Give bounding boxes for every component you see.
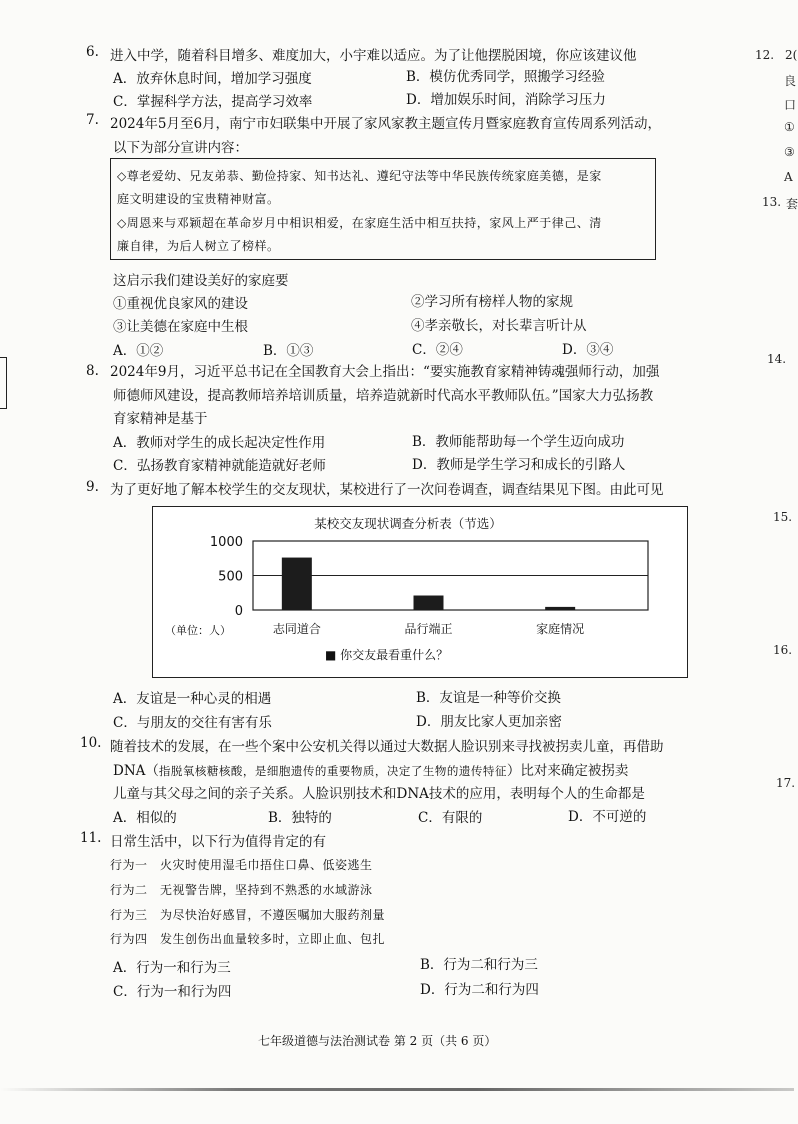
q11-behavior-2: 行为二 无视警告牌，坚持到不熟悉的水域游泳 <box>110 883 373 897</box>
q7-quote-box <box>110 158 656 260</box>
q7-statement-3: ③让美德在家庭中生根 <box>113 319 248 335</box>
q6-option-b: B．模仿优秀同学，照搬学习经验 <box>406 69 605 85</box>
q7-box-line3: ◇周恩来与邓颖超在革命岁月中相识相爱，在家庭生活中相互扶持，家风上严于律己、清 <box>117 216 602 230</box>
q6-option-a: A．放弃休息时间，增加学习强度 <box>113 71 312 87</box>
q7-option-a: A．①② <box>113 343 164 359</box>
q10-dna-suffix: ）比对来确定被拐卖 <box>506 763 629 779</box>
chart-title: 某校交友现状调查分析表（节选） <box>314 516 502 531</box>
q11-behavior-4: 行为四 发生创伤出血量较多时，立即止血、包扎 <box>110 932 386 946</box>
bar-1 <box>282 558 312 610</box>
q9-option-b: B．友谊是一种等价交换 <box>416 690 561 706</box>
right-fragment-a: 良 <box>784 74 797 88</box>
q10-dna-note: 指脱氧核糖核酸，是细胞遗传的重要物质，决定了生物的遗传特征 <box>158 764 507 778</box>
q7-option-d: D．③④ <box>562 342 614 358</box>
q8-option-d: D．教师是学生学习和成长的引路人 <box>412 457 626 473</box>
q7-statement-2: ②学习所有榜样人物的家规 <box>411 294 573 310</box>
q9-number: 9. <box>86 479 99 495</box>
q11-option-a: A．行为一和行为三 <box>113 960 231 976</box>
q7-prompt: 这启示我们建设美好的家庭要 <box>113 273 289 289</box>
q10-stem-line3: 儿童与其父母之间的亲子关系。人脸识别技术和DNA技术的应用，表明每个人的生命都是 <box>113 786 645 802</box>
q10-option-a: A．相似的 <box>113 810 177 826</box>
q7-statement-4: ④孝亲敬长，对长辈言听计从 <box>411 318 587 334</box>
right-fragment-b: 口 <box>784 98 797 112</box>
y-tick-label: 0 <box>234 604 243 619</box>
right-fragment-c: ① <box>784 120 795 134</box>
chart-unit-label: （单位：人） <box>165 624 231 637</box>
right-q12-number: 12. <box>755 48 775 62</box>
scan-edge-line <box>0 1088 794 1091</box>
y-tick-label: 1000 <box>209 535 243 550</box>
y-tick-label: 500 <box>218 569 243 585</box>
q11-behavior-3: 行为三 为尽快治好感冒，不遵医嘱加大服药剂量 <box>110 908 386 922</box>
q8-stem-line2: 师德师风建设，提高教师培养培训质量，培养造就新时代高水平教师队伍。”国家大力弘扬教 <box>113 388 654 404</box>
q10-option-d: D．不可逆的 <box>568 809 647 825</box>
q7-box-line4: 廉自律，为后人树立了榜样。 <box>117 239 280 253</box>
x-tick-label: 家庭情况 <box>536 622 585 636</box>
q9-option-d: D．朋友比家人更加亲密 <box>416 714 562 730</box>
q6-option-d: D．增加娱乐时间，消除学习压力 <box>406 92 606 108</box>
bar-2 <box>414 596 444 610</box>
q8-stem-line1: 2024年9月，习近平总书记在全国教育大会上指出：“要实施教育家精神铸魂强师行动，加强 <box>110 364 660 380</box>
q6-option-c: C．掌握科学方法，提高学习效率 <box>113 94 313 110</box>
q9-stem: 为了更好地了解本校学生的交友现状，某校进行了一次问卷调查，调查结果见下图。由此可见 <box>110 482 664 498</box>
right-q17-number: 17. <box>776 776 796 790</box>
q7-option-b: B．①③ <box>263 343 314 359</box>
right-fragment-d: ③ <box>784 145 795 159</box>
chart-legend: ■ 你交友最看重什么？ <box>325 648 449 662</box>
q11-option-d: D．行为二和行为四 <box>420 982 539 998</box>
q11-option-c: C．行为一和行为四 <box>113 984 232 1000</box>
binding-mark <box>0 357 7 409</box>
q11-option-b: B．行为二和行为三 <box>420 957 538 973</box>
right-fragment-e: A <box>784 170 793 184</box>
right-q15-number: 15. <box>773 510 793 524</box>
q10-option-c: C．有限的 <box>418 810 483 826</box>
q9-option-a: A．友谊是一种心灵的相遇 <box>113 691 272 707</box>
bar-3 <box>545 607 575 610</box>
q7-box-line1: ◇尊老爱幼、兄友弟恭、勤俭持家、知书达礼、遵纪守法等中华民族传统家庭美德，是家 <box>117 169 602 183</box>
x-tick-label: 志同道合 <box>272 622 321 636</box>
q10-option-b: B．独特的 <box>268 810 332 826</box>
q10-stem-line1: 随着技术的发展，在一些个案中公安机关得以通过大数据人脸识别来寻找被拐卖儿童，再借助 <box>110 739 664 755</box>
survey-chart-frame <box>152 506 688 678</box>
q8-number: 8. <box>86 363 99 379</box>
q8-option-a: A．教师对学生的成长起决定性作用 <box>113 435 326 451</box>
right-q12-fragment: 2( <box>785 48 798 62</box>
q8-option-c: C．弘扬教育家精神就能造就好老师 <box>113 458 326 474</box>
q10-stem-line2 <box>113 759 628 779</box>
x-tick-label: 品行端正 <box>404 622 453 636</box>
q10-number: 10. <box>80 735 102 751</box>
q6-stem: 进入中学，随着科目增多、难度加大，小宇难以适应。为了让他摆脱困境，你应该建议他 <box>110 48 637 64</box>
right-q13-fragment: 套 <box>786 197 798 211</box>
right-q13-number: 13. <box>762 195 782 209</box>
q7-stem-line1: 2024年5月至6月，南宁市妇联集中开展了家风家教主题宣传月暨家庭教育宣传周系列活动， <box>110 116 662 132</box>
q7-stem-line2: 以下为部分宣讲内容： <box>113 140 248 156</box>
q11-behavior-1: 行为一 火灾时使用湿毛巾捂住口鼻、低姿逃生 <box>110 858 373 872</box>
q8-option-b: B．教师能帮助每一个学生迈向成功 <box>412 434 625 450</box>
right-q16-number: 16. <box>773 643 793 657</box>
chart-plot-area <box>210 535 648 636</box>
q9-option-c: C．与朋友的交往有害有乐 <box>113 715 272 731</box>
q10-dna-prefix: DNA（ <box>113 763 159 779</box>
q11-number: 11. <box>80 830 102 846</box>
survey-bar-chart <box>153 507 687 677</box>
right-q14-number: 14. <box>767 352 787 366</box>
q6-number: 6. <box>86 44 99 60</box>
q7-option-c: C．②④ <box>412 342 463 358</box>
q7-number: 7. <box>86 112 99 128</box>
q7-box-line2: 庭文明建设的宝贵精神财富。 <box>117 192 280 206</box>
page-footer: 七年级道德与法治测试卷 第 2 页（共 6 页） <box>258 1034 497 1048</box>
q7-statement-1: ①重视优良家风的建设 <box>113 296 248 312</box>
q8-stem-line3: 育家精神是基于 <box>113 411 208 427</box>
q11-stem: 日常生活中，以下行为值得肯定的有 <box>110 834 326 850</box>
